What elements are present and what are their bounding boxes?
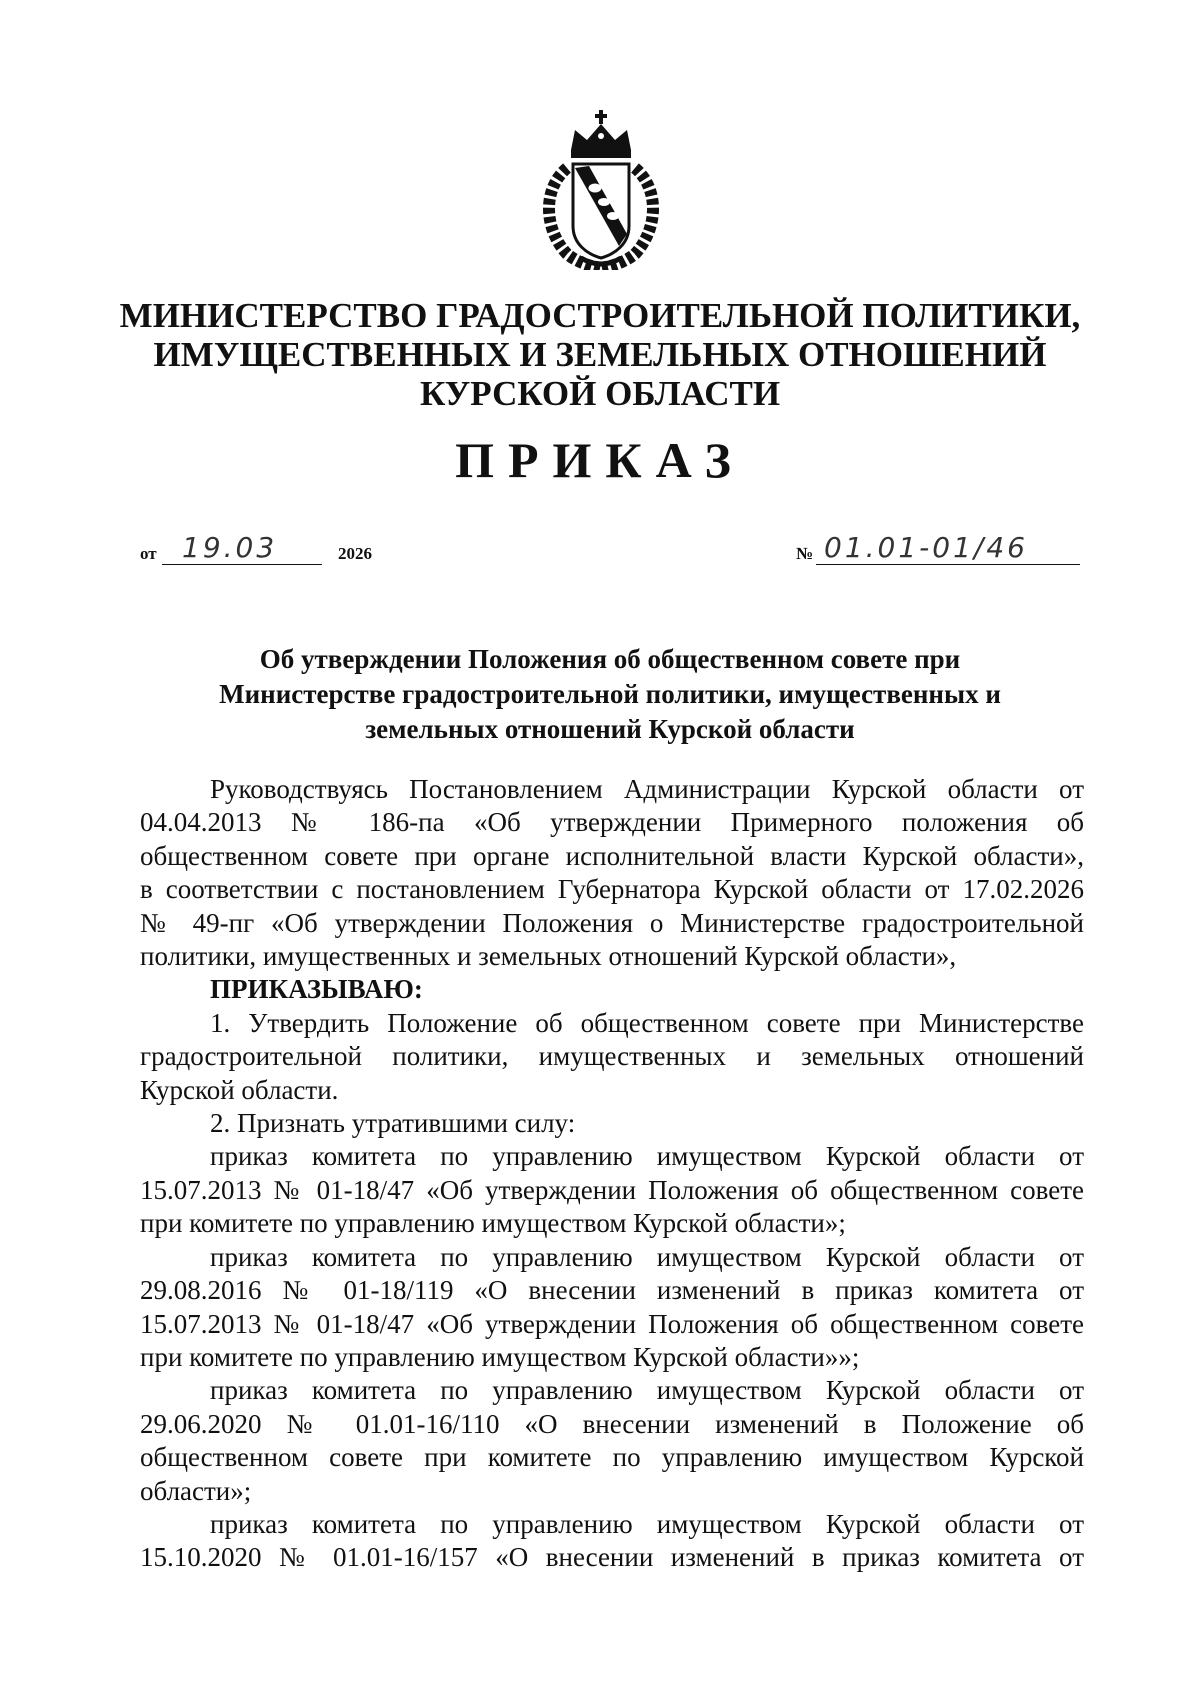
order-title: ПРИКАЗ xyxy=(455,432,745,488)
body-line: 2. Признать утратившими силу: xyxy=(210,1108,576,1139)
number-label: № xyxy=(796,544,814,563)
order-command: ПРИКАЗЫВАЮ: xyxy=(210,974,423,1005)
body-line: при комитете по управлению имуществом Курской области»»; xyxy=(140,1341,860,1372)
ministry-name-line: ИМУЩЕСТВЕННЫХ И ЗЕМЕЛЬНЫХ ОТНОШЕНИЙ xyxy=(153,335,1047,374)
document-title-line: Об утверждении Положения об общественном совете при xyxy=(259,644,961,674)
body-line: политики, имущественных и земельных отношений Курской области», xyxy=(140,941,957,972)
body-line: при комитете по управлению имуществом Курской области»; xyxy=(140,1208,846,1239)
body-line: Курской области. xyxy=(140,1074,339,1105)
document-title-line: Министерстве градостроительной политики, имущественных и xyxy=(219,679,1001,709)
body-line: 29.08.2016 № 01-18/119 «О внесении изменений в приказ комитета от xyxy=(140,1275,1084,1306)
ministry-name xyxy=(0,296,1200,413)
body-line: 29.06.2020 № 01.01-16/110 «О внесении изменений в Положение об xyxy=(140,1408,1084,1439)
body-line: приказ комитета по управлению имуществом Курской области от xyxy=(210,1375,1084,1406)
body-line: 15.07.2013 № 01-18/47 «Об утверждении Положения об общественном совете xyxy=(140,1308,1084,1339)
body-line: № 49-пг «Об утверждении Положения о Министерстве градостроительной xyxy=(140,907,1084,938)
body-line: 15.07.2013 № 01-18/47 «Об утверждении Положения об общественном совете xyxy=(140,1174,1084,1205)
document-title xyxy=(140,642,1080,747)
document-body xyxy=(140,773,1084,1575)
body-line: общественном совете при органе исполнительной власти Курской области», xyxy=(140,840,1084,871)
handwritten-number: 01.01-01/46 xyxy=(824,531,1028,564)
date-underline xyxy=(162,564,322,565)
body-line: Руководствуясь Постановлением Администрации Курской области от xyxy=(210,774,1084,804)
ministry-name-line: МИНИСТЕРСТВО ГРАДОСТРОИТЕЛЬНОЙ ПОЛИТИКИ, xyxy=(119,296,1081,335)
body-line: 1. Утвердить Положение об общественном совете при Министерстве xyxy=(210,1007,1084,1038)
body-line: общественном совете при комитете по управлению имуществом Курской xyxy=(140,1442,1084,1473)
body-line: градостроительной политики, имущественных и земельных отношений xyxy=(140,1041,1084,1072)
body-line: 15.10.2020 № 01.01-16/157 «О внесении изменений в приказ комитета от xyxy=(140,1542,1084,1573)
body-line: приказ комитета по управлению имуществом Курской области от xyxy=(210,1141,1084,1172)
document-title-line: земельных отношений Курской области xyxy=(365,714,855,744)
handwritten-date: 19.03 xyxy=(182,531,278,564)
body-line: 04.04.2013 № 186-па «Об утверждении Примерного положения об xyxy=(140,807,1084,838)
body-line: области»; xyxy=(140,1475,252,1506)
number-underline xyxy=(816,564,1080,565)
dateline xyxy=(140,530,1080,570)
year: 2026 xyxy=(338,544,372,563)
body-line: приказ комитета по управлению имуществом Курской области от xyxy=(210,1508,1084,1539)
from-label: от xyxy=(140,544,157,563)
ministry-name-line: КУРСКОЙ ОБЛАСТИ xyxy=(419,374,781,413)
kursk-coat-of-arms-icon xyxy=(537,108,665,270)
body-line: в соответствии с постановлением Губернатора Курской области от 17.02.2026 xyxy=(140,874,1084,905)
body-line: приказ комитета по управлению имуществом Курской области от xyxy=(210,1241,1084,1272)
